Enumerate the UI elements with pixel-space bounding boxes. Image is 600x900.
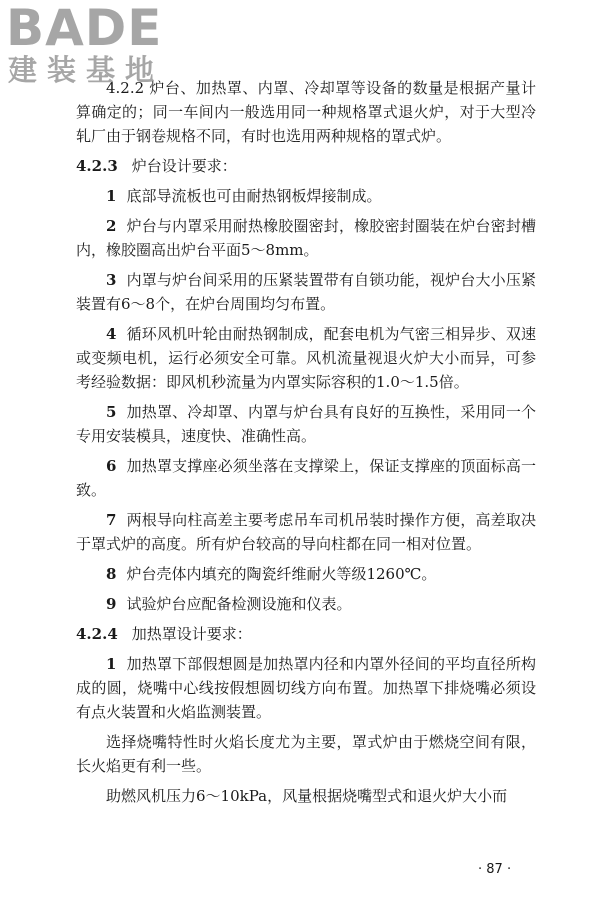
section-heading-4-2-4 [76, 622, 536, 646]
list-item [76, 508, 536, 556]
document-body [76, 76, 536, 814]
item-text: 加热罩下部假想圆是加热罩内径和内罩外径间的平均直径所构成的圆，烧嘴中心线按假想圆切线方向布置。加热罩下排烧嘴必须设有点火装置和火焰监测装置。 [76, 655, 536, 721]
item-number: 1 [106, 655, 117, 673]
item-number: 1 [106, 187, 117, 205]
item-text: 底部导流板也可由耐热钢板焊接制成。 [126, 187, 382, 205]
watermark-subtitle: 建装基地 [8, 53, 165, 87]
item-number: 9 [106, 595, 117, 613]
item-number: 3 [106, 271, 117, 289]
section-heading-4-2-3 [76, 154, 536, 178]
item-text: 试验炉台应配备检测设施和仪表。 [126, 595, 352, 613]
section-number: 4.2.3 [76, 157, 118, 175]
list-item [76, 454, 536, 502]
paragraph-flame: 选择烧嘴特性时火焰长度尤为主要，罩式炉由于燃烧空间有限，长火焰更有利一些。 [76, 733, 536, 775]
list-item [76, 322, 536, 394]
watermark-brand: BADE [6, 0, 163, 57]
item-number: 7 [106, 511, 117, 529]
list-item [76, 268, 536, 316]
item-number: 4 [106, 325, 117, 343]
section-title: 炉台设计要求： [131, 157, 237, 175]
item-text: 加热罩、冷却罩、内罩与炉台具有良好的互换性，采用同一个专用安装模具，速度快、准确性高。 [76, 403, 536, 445]
item-text: 炉台与内罩采用耐热橡胶圈密封，橡胶密封圈装在炉台密封槽内，橡胶圈高出炉台平面5～8mm。 [76, 217, 536, 259]
list-item [76, 400, 536, 448]
list-item [76, 562, 536, 586]
page-number: · 87 · [478, 862, 512, 877]
list-item [76, 652, 536, 724]
item-number: 6 [106, 457, 117, 475]
list-item [76, 214, 536, 262]
section-number: 4.2.4 [76, 625, 118, 643]
section-title: 加热罩设计要求： [131, 625, 252, 643]
watermark-logo [6, 2, 176, 92]
item-text: 炉台壳体内填充的陶瓷纤维耐火等级1260℃。 [126, 565, 437, 583]
item-text: 内罩与炉台间采用的压紧装置带有自锁功能，视炉台大小压紧装置有6～8个，在炉台周围均匀布置。 [76, 271, 536, 313]
list-item [76, 592, 536, 616]
list-item [76, 184, 536, 208]
item-text: 两根导向柱高差主要考虑吊车司机吊装时操作方便，高差取决于罩式炉的高度。所有炉台较高的导向柱都在同一相对位置。 [76, 511, 536, 553]
paragraph-fan: 助燃风机压力6～10kPa，风量根据烧嘴型式和退火炉大小而 [106, 787, 508, 805]
item-number: 2 [106, 217, 117, 235]
item-text: 加热罩支撑座必须坐落在支撑梁上，保证支撑座的顶面标高一致。 [76, 457, 536, 499]
paragraph-4-2-2: 4.2.2 炉台、加热罩、内罩、冷却罩等设备的数量是根据产量计算确定的；同一车间内一般选用同一种规格罩式退火炉，对于大型冷轧厂由于钢卷规格不同，有时也选用两种规格的罩式炉。 [76, 79, 536, 145]
item-number: 5 [106, 403, 117, 421]
item-number: 8 [106, 565, 117, 583]
item-text: 循环风机叶轮由耐热钢制成，配套电机为气密三相异步、双速或变频电机，运行必须安全可靠。风机流量视退火炉大小而异，可参考经验数据：即风机秒流量为内罩实际容积的1.0～1.5倍。 [76, 325, 536, 391]
